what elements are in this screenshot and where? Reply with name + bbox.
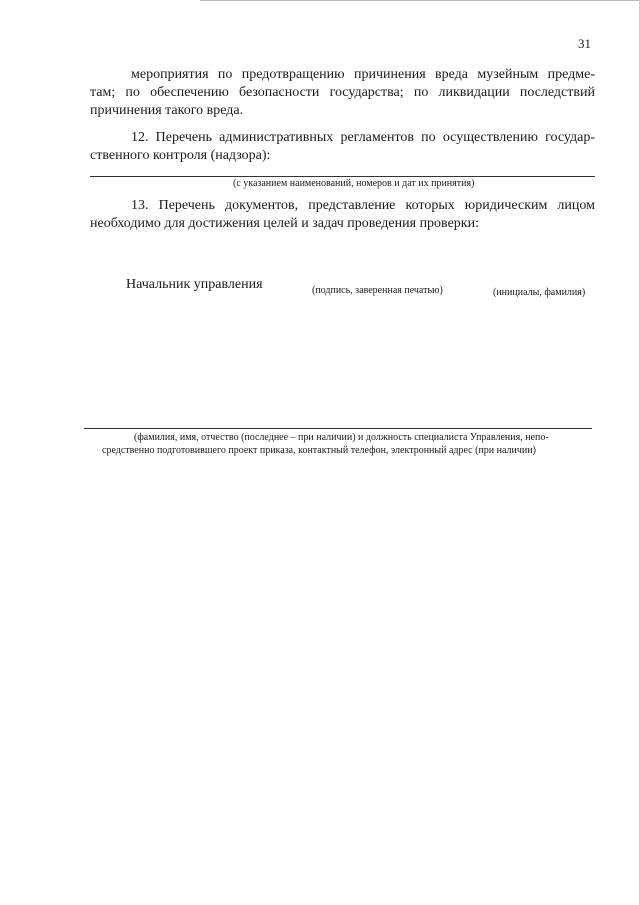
signature-caption: (подпись, заверенная печатью) xyxy=(312,285,443,296)
scan-edge-top xyxy=(200,0,640,1)
paragraph-11-line-2: там; по обеспечению безопасности государства; по ликвидации последствий xyxy=(90,85,595,100)
initials-caption: (инициалы, фамилия) xyxy=(493,287,586,298)
paragraph-13-line-2: необходимо для достижения целей и задач проведения проверки: xyxy=(90,216,479,231)
specialist-caption-line-2: средственно подготовившего проект приказа, контактный телефон, электронный адрес (при наличии) xyxy=(102,445,536,456)
paragraph-12-line-1: 12. Перечень административных регламентов по осуществлению государ- xyxy=(131,130,595,145)
signature-title: Начальник управления xyxy=(126,277,263,292)
specialist-fill-line xyxy=(84,428,592,429)
regulations-caption: (с указанием наименований, номеров и дат их принятия) xyxy=(233,178,475,189)
paragraph-11-line-3: причинения такого вреда. xyxy=(90,103,244,118)
specialist-caption-line-1: (фамилия, имя, отчество (последнее – при наличии) и должность специалиста Управления, непо- xyxy=(134,432,549,443)
paragraph-12-line-2: ственного контроля (надзора): xyxy=(90,148,271,163)
page-number: 31 xyxy=(578,36,591,51)
paragraph-11-line-1: мероприятия по предотвращению причинения вреда музейным предме- xyxy=(131,67,595,82)
paragraph-13-line-1: 13. Перечень документов, представление которых юридическим лицом xyxy=(131,198,595,213)
